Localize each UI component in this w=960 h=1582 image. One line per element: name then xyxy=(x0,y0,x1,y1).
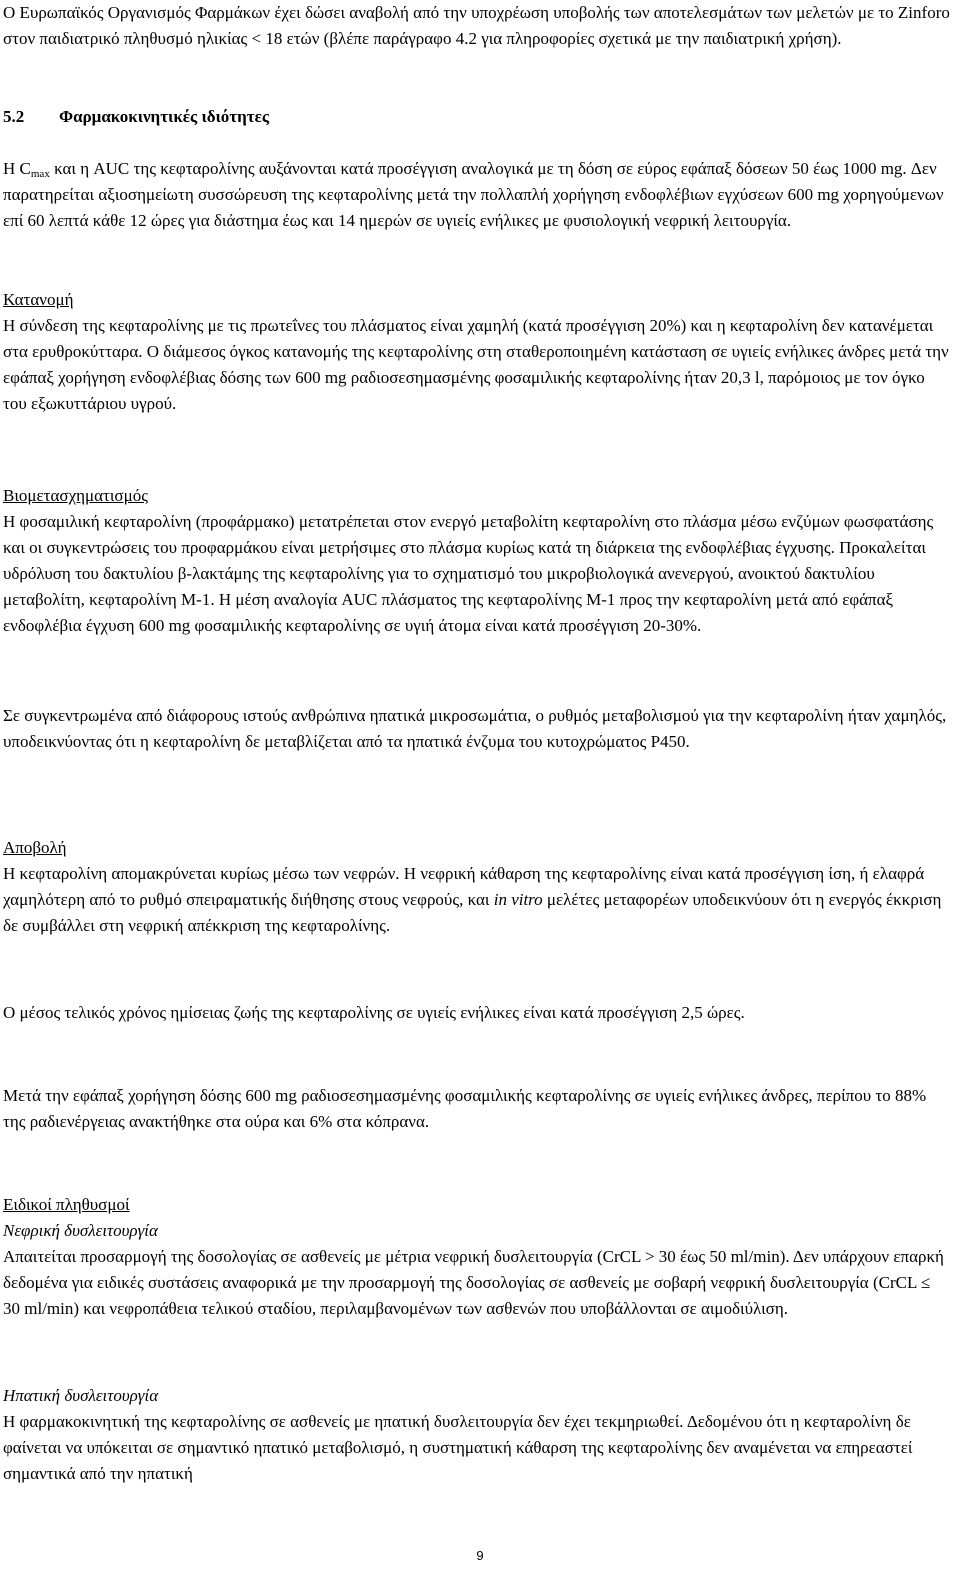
special-populations-heading: Ειδικοί πληθυσμοί xyxy=(3,1195,130,1214)
pk-intro-text xyxy=(3,156,951,234)
biotransformation-text-2: Σε συγκεντρωμένα από διάφορους ιστούς ανθρώπινα ηπατικά μικροσωμάτια, ο ρυθμός μεταβολισμού για την κεφταρολίνη ήταν χαμηλός, υποδεικνύοντας ότι η κεφταρολίνη δε μεταβλίζεται από τα ηπατικά ένζυμα του κυτοχρώματος P450. xyxy=(3,706,947,751)
distribution-text: Η σύνδεση της κεφταρολίνης με τις πρωτεΐνες του πλάσματος είναι χαμηλή (κατά προσέγγιση 20%) και η κεφταρολίνη δεν κατανέμεται στα ερυθροκύτταρα. Ο διάμεσος όγκος κατανομής της κεφταρολίνης στη σταθεροποιημένη κατάσταση σε υγιείς ενήλικες άνδρες μετά την εφάπαξ χορήγηση ενδοφλέβιας δόσης των 600 mg ραδιοσεσημασμένης φοσαμιλικής κεφταρολίνης ήταν 20,3 l, παρόμοιος με τον όγκο του εξωκυττάριου υγρού. xyxy=(3,316,949,413)
biotransformation-text-1: Η φοσαμιλική κεφταρολίνη (προφάρμακο) μετατρέπεται στον ενεργό μεταβολίτη κεφταρολίνη στο πλάσμα μέσω ενζύμων φωσφατάσης και οι συγκεντρώσεις του προφαρμάκου είναι μετρήσιμες στο πλάσμα κυρίως κατά τη διάρκεια της ενδοφλέβιας έγχυσης. Προκαλείται υδρόλυση του δακτυλίου β-λακτάμης της κεφταρολίνης για το σχηματισμό του μικροβιολογικά ανενεργού, ανοικτού δακτυλίου μεταβολίτη, κεφταρολίνη Μ-1. Η μέση αναλογία AUC πλάσματος της κεφταρολίνης Μ-1 προς την κεφταρολίνη μετά από εφάπαξ ενδοφλέβια έγχυση 600 mg φοσαμιλικής κεφταρολίνης σε υγιή άτομα είναι κατά προσέγγιση 20-30%. xyxy=(3,512,934,635)
biotransformation-heading: Βιομετασχηματισμός xyxy=(3,486,148,505)
elimination-text-1 xyxy=(3,861,951,939)
section-title: Φαρμακοκινητικές ιδιότητες xyxy=(59,107,270,126)
distribution-heading: Κατανομή xyxy=(3,290,74,309)
elimination-heading: Αποβολή xyxy=(3,838,67,857)
section-heading xyxy=(3,104,951,130)
hepatic-impairment-text: Η φαρμακοκινητική της κεφταρολίνης σε ασθενείς με ηπατική δυσλειτουργία δεν έχει τεκμηριωθεί. Δεδομένου ότι η κεφταρολίνη δε φαίνεται να υπόκειται σε σημαντικό ηπατικό μεταβολισμό, η συστηματική κάθαρση της κεφταρολίνης δεν αναμένεται να επηρεαστεί σημαντικά από την ηπατική xyxy=(3,1412,913,1483)
page-number: 9 xyxy=(476,1548,484,1563)
metabolism-paragraph xyxy=(3,703,951,755)
half-life-paragraph xyxy=(3,1000,951,1026)
biotransformation-section xyxy=(3,483,951,639)
elimination-text-1-part-a: Η κεφταρολίνη απομακρύνεται κυρίως μέσω των νεφρών. Η νεφρική κάθαρση της κεφταρολίνης είναι κατά προσέγγιση ίση, ή ελαφρά χαμηλότερη από το ρυθμό σπειραματικής διήθησης στους νεφρούς, και xyxy=(3,864,925,909)
elimination-text-1-part-b: μελέτες μεταφορέων υποδεικνύουν ότι η ενεργός έκκριση δε συμβάλλει στη νεφρική απέκκριση της κεφταρολίνης. xyxy=(3,890,942,935)
radioactivity-paragraph xyxy=(3,1083,951,1135)
intro-paragraph xyxy=(3,0,951,52)
pk-intro-lead: Η C xyxy=(3,159,31,178)
in-vitro-term: in vitro xyxy=(493,890,543,909)
elimination-text-3: Μετά την εφάπαξ χορήγηση δόσης 600 mg ραδιοσεσημασμένης φοσαμιλικής κεφταρολίνης σε υγιείς ενήλικες άνδρες, περίπου το 88% της ραδιενέργειας ανακτήθηκε στα ούρα και 6% στα κόπρανα. xyxy=(3,1086,927,1131)
renal-impairment-text: Απαιτείται προσαρμογή της δοσολογίας σε ασθενείς με μέτρια νεφρική δυσλειτουργία (CrCL > 30 έως 50 ml/min). Δεν υπάρχουν επαρκή δεδομένα για ειδικές συστάσεις αναφορικά με την προσαρμογή της δοσολογίας σε ασθενείς με σοβαρή νεφρική δυσλειτουργία (CrCL ≤ 30 ml/min) και νεφροπάθεια τελικού σταδίου, περιλαμβανομένων των ασθενών που υποβάλλονται σε αιμοδιύλιση. xyxy=(3,1247,944,1318)
distribution-section xyxy=(3,287,951,417)
renal-impairment-heading: Νεφρική δυσλειτουργία xyxy=(3,1221,158,1240)
section-number: 5.2 xyxy=(3,107,25,126)
special-populations-section xyxy=(3,1192,951,1322)
pk-intro-rest: και η AUC της κεφταρολίνης αυξάνονται κατά προσέγγιση αναλογικά με τη δόση σε εύρος εφάπαξ δόσεων 50 έως 1000 mg. Δεν παρατηρείται αξιοσημείωτη συσσώρευση της κεφταρολίνης μετά την πολλαπλή χορήγηση ενδοφλέβιων εγχύσεων 600 mg χορηγούμενων επί 60 λεπτά κάθε 12 ώρες για διάστημα έως και 14 ημερών σε υγιείς ενήλικες με φυσιολογική νεφρική λειτουργία. xyxy=(3,159,944,230)
elimination-section xyxy=(3,835,951,939)
pk-intro-paragraph xyxy=(3,156,951,234)
elimination-text-2: Ο μέσος τελικός χρόνος ημίσειας ζωής της κεφταρολίνης σε υγιείς ενήλικες είναι κατά προσέγγιση 2,5 ώρες. xyxy=(3,1003,745,1022)
intro-text: Ο Ευρωπαϊκός Οργανισμός Φαρμάκων έχει δώσει αναβολή από την υποχρέωση υποβολής των αποτελεσμάτων των μελετών με το Zinforo στον παιδιατρικό πληθυσμό ηλικίας < 18 ετών (βλέπε παράγραφο 4.2 για πληροφορίες σχετικά με την παιδιατρική χρήση). xyxy=(3,3,950,48)
pk-intro-subscript: max xyxy=(30,168,50,180)
hepatic-impairment-heading: Ηπατική δυσλειτουργία xyxy=(3,1386,159,1405)
hepatic-section xyxy=(3,1383,951,1487)
